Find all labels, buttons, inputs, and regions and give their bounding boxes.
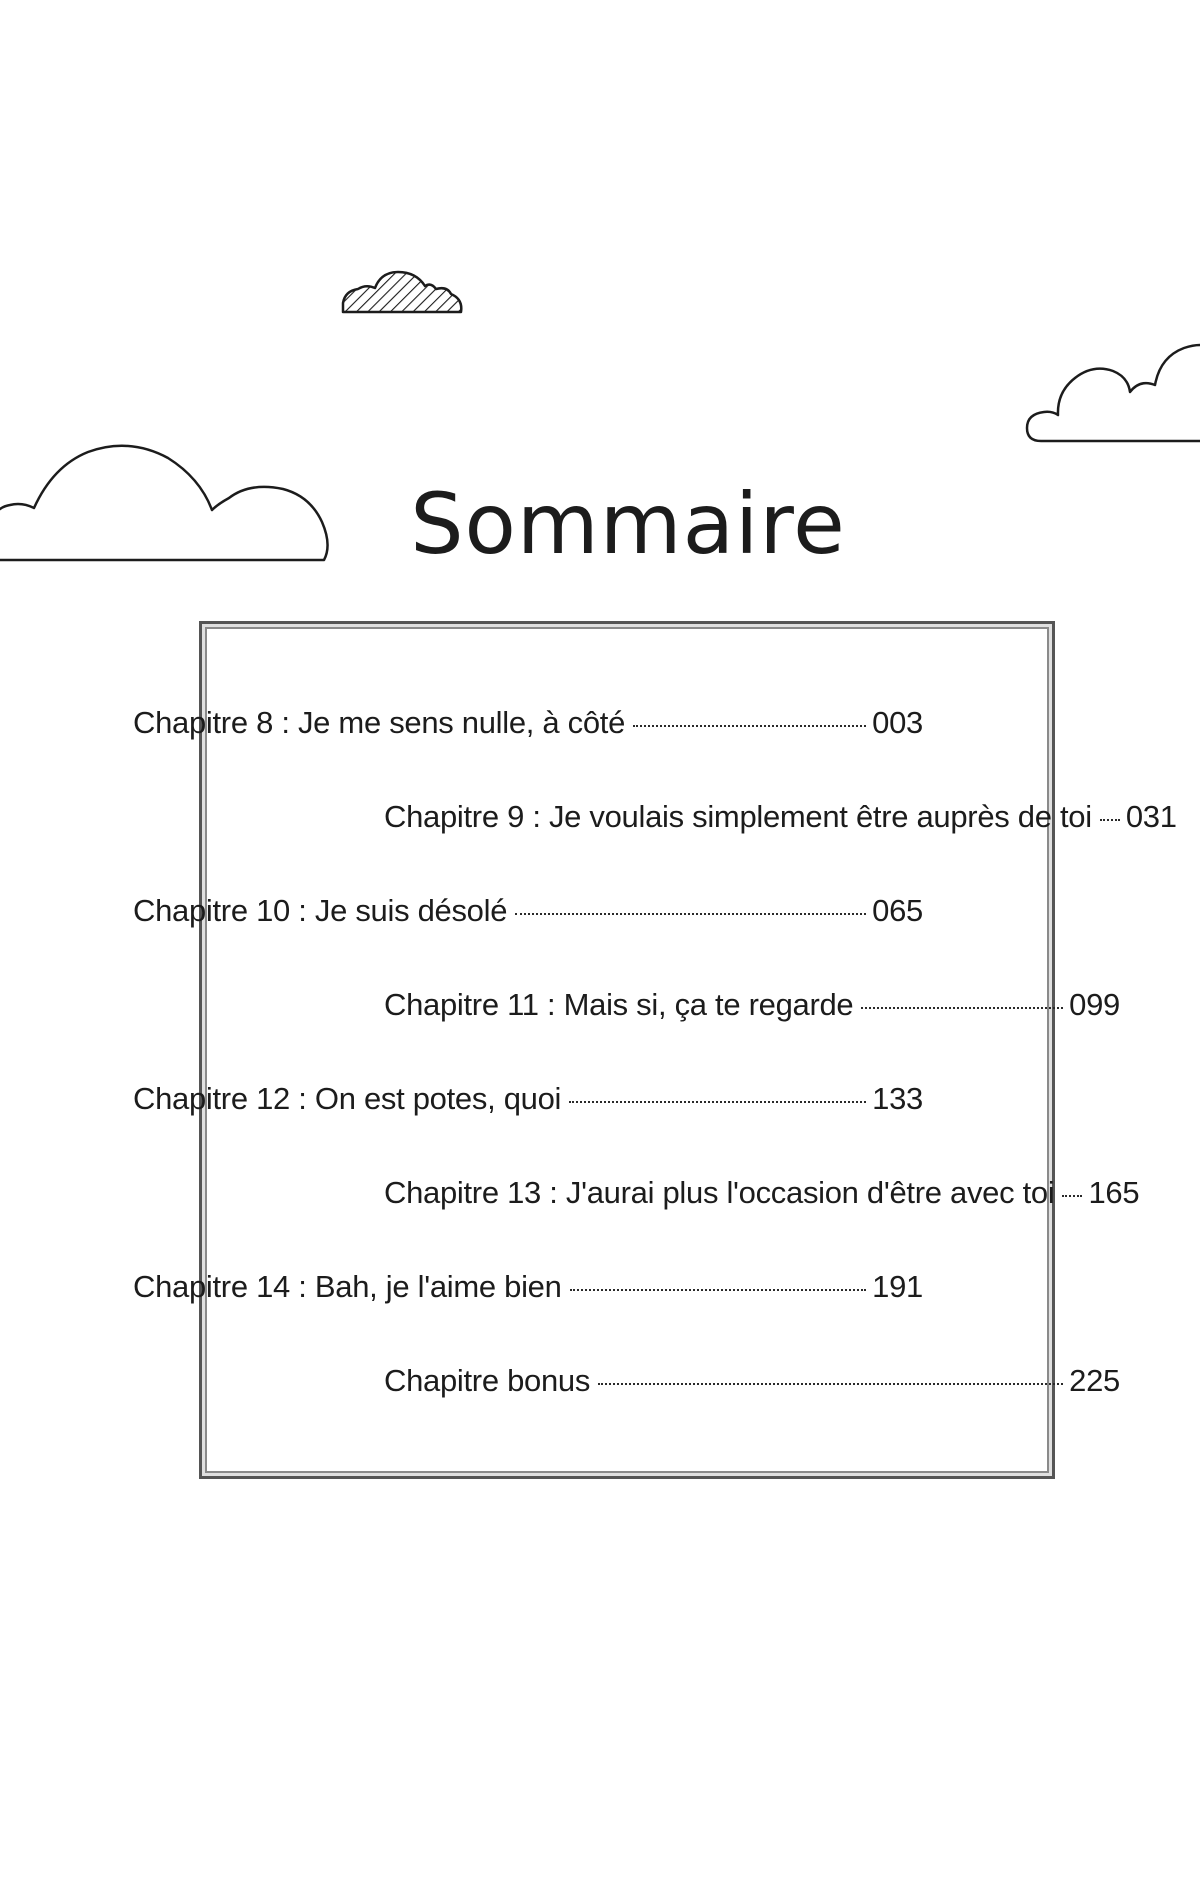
right-cloud-icon (1027, 345, 1200, 441)
toc-entry-chapter-14 (133, 1267, 923, 1307)
dot-leader (569, 1101, 866, 1103)
toc-entry-chapter-9 (384, 797, 1177, 837)
toc-entry-label: Chapitre bonus (384, 1363, 591, 1398)
toc-entry-chapter-8 (133, 703, 923, 743)
toc-entry-chapter-13 (384, 1173, 1140, 1213)
toc-entry-chapter-12 (133, 1079, 923, 1119)
toc-frame (199, 621, 1055, 1479)
toc-entry-label: Chapitre 14 : Bah, je l'aime bien (133, 1269, 562, 1304)
toc-entry-label: Chapitre 8 : Je me sens nulle, à côté (133, 705, 626, 740)
dot-leader (1100, 819, 1120, 821)
toc-entry-page: 191 (872, 1269, 923, 1304)
toc-entry-page: 099 (1069, 987, 1120, 1022)
dot-leader (515, 913, 866, 915)
dot-leader (861, 1007, 1063, 1009)
small-hatched-cloud-icon (343, 272, 461, 312)
toc-entry-label: Chapitre 11 : Mais si, ça te regarde (384, 987, 854, 1022)
dot-leader (570, 1289, 867, 1291)
dot-leader (633, 725, 866, 727)
toc-entry-page: 133 (872, 1081, 923, 1116)
toc-entry-bonus (384, 1361, 1120, 1401)
toc-entry-label: Chapitre 13 : J'aurai plus l'occasion d'être avec toi (384, 1175, 1055, 1210)
toc-entry-page: 165 (1088, 1175, 1140, 1210)
toc-entry-page: 225 (1069, 1363, 1120, 1398)
toc-entry-label: Chapitre 10 : Je suis désolé (133, 893, 508, 928)
dot-leader (1062, 1195, 1082, 1197)
toc-entry-label: Chapitre 9 : Je voulais simplement être auprès de toi (384, 799, 1092, 834)
toc-entry-label: Chapitre 12 : On est potes, quoi (133, 1081, 562, 1116)
toc-entry-chapter-11 (384, 985, 1120, 1025)
toc-entry-chapter-10 (133, 891, 923, 931)
toc-entry-page: 003 (872, 705, 923, 740)
toc-entry-page: 031 (1125, 799, 1177, 834)
toc-entry-page: 065 (872, 893, 923, 928)
page-title: Sommaire (410, 475, 846, 573)
dot-leader (598, 1383, 1063, 1385)
